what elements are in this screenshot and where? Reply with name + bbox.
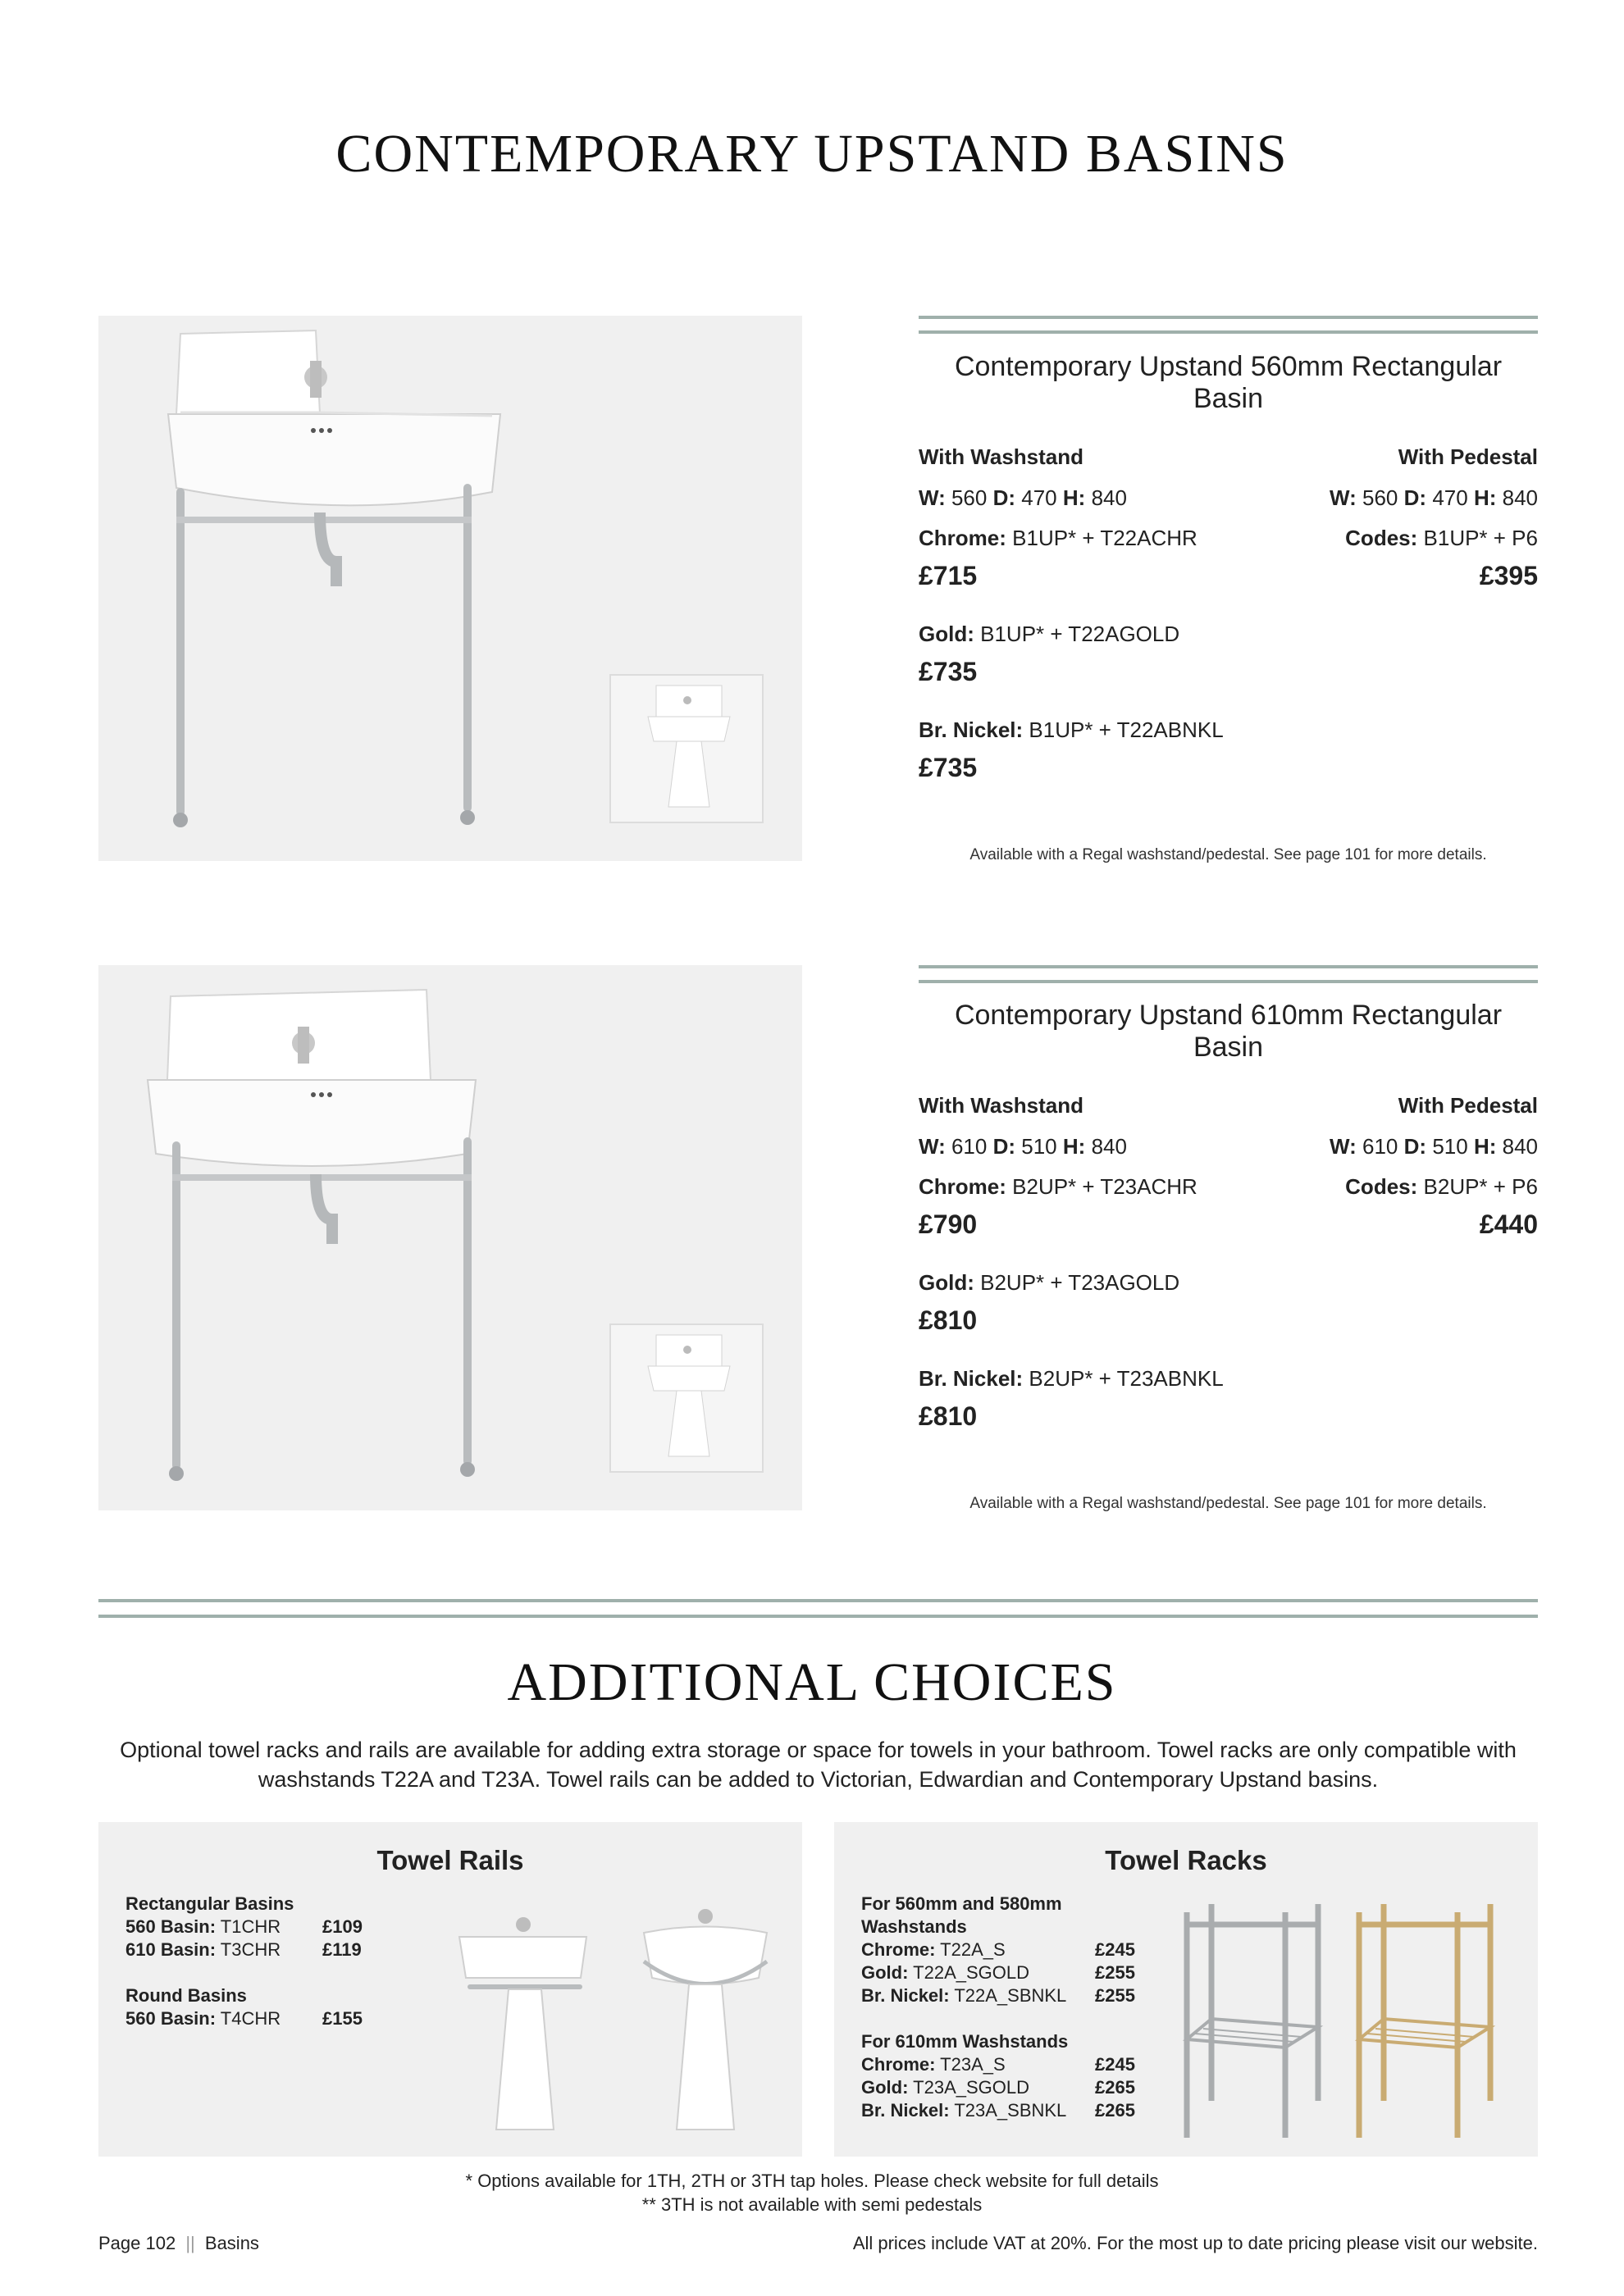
gold-option: [919, 1270, 1179, 1296]
chrome-option: [919, 526, 1197, 551]
product-code: B1UP* + T22AGOLD: [980, 622, 1180, 646]
list-item: [861, 2053, 1140, 2076]
pedestal-heading: With Pedestal: [1398, 444, 1538, 469]
towel-rails-box: [98, 1822, 802, 2157]
item-code: T3CHR: [220, 1939, 281, 1960]
washstand-dimensions: [919, 485, 1127, 511]
washstand-heading: With Washstand: [919, 1093, 1084, 1118]
product-code: B2UP* + P6: [1423, 1174, 1538, 1199]
product-rule-top: [919, 316, 1538, 319]
item-label: Gold:: [861, 1962, 909, 1983]
item-label: Br. Nickel:: [861, 2100, 950, 2121]
dim-label: D:: [1403, 485, 1427, 510]
pedestal-image: [611, 1325, 762, 1471]
dim-label: W:: [1330, 485, 1357, 510]
item-price: £245: [1095, 1939, 1135, 1960]
pedestal-heading: With Pedestal: [1398, 1093, 1538, 1118]
dim-label: H:: [1062, 485, 1086, 510]
page-title: CONTEMPORARY UPSTAND BASINS: [335, 124, 1289, 184]
item-label: Br. Nickel:: [861, 1985, 950, 2006]
towel-rails-heading: Towel Rails: [376, 1845, 524, 1875]
dim-value: 840: [1502, 485, 1538, 510]
towel-racks-list: [861, 1893, 1140, 2122]
product-code: B2UP* + T23AGOLD: [980, 1270, 1180, 1295]
gold-option: [919, 622, 1179, 647]
dim-label: H:: [1473, 1134, 1497, 1159]
towel-racks-box: [834, 1822, 1538, 2157]
section-rule-top: [98, 1599, 1538, 1602]
product-code: B1UP* + P6: [1423, 526, 1538, 550]
product-note: Available with a Regal washstand/pedestal. See page 101 for more details.: [969, 1495, 1487, 1512]
list-item: [861, 2099, 1140, 2122]
nickel-price: £735: [919, 753, 978, 782]
item-label: 560 Basin:: [125, 2008, 217, 2029]
gold-price: £810: [919, 1305, 978, 1335]
item-price: £265: [1095, 2100, 1135, 2121]
item-price: £245: [1095, 2054, 1135, 2075]
list-item: [861, 1938, 1140, 1961]
list-item: [861, 2076, 1140, 2099]
towel-rails-list: [125, 1893, 396, 2030]
group1-heading: For 560mm and 580mm: [861, 1893, 1062, 1914]
item-label: 610 Basin:: [125, 1939, 217, 1960]
finish-label: Gold:: [919, 622, 974, 646]
dim-value: 510: [1021, 1134, 1057, 1159]
intro-line: washstands T22A and T23A. Towel rails can be added to Victorian, Edwardian and Contemporary Upstand basins.: [258, 1767, 1379, 1792]
dim-label: W:: [1330, 1134, 1357, 1159]
pedestal-dimensions: [1230, 485, 1538, 511]
dim-label: H:: [1473, 485, 1497, 510]
pedestal-codes: [1230, 1174, 1538, 1200]
dim-value: 840: [1091, 485, 1127, 510]
item-code: T23A_S: [940, 2054, 1006, 2075]
pedestal-image: [611, 676, 762, 822]
pedestal-thumbnail: [609, 1323, 764, 1473]
product-image-panel: [98, 316, 802, 861]
finish-label: Br. Nickel:: [919, 718, 1024, 742]
item-label: 560 Basin:: [125, 1916, 217, 1937]
item-code: T23A_SBNKL: [954, 2100, 1067, 2121]
item-price: £155: [322, 2008, 363, 2029]
list-item: [861, 1961, 1140, 1984]
dim-value: 560: [951, 485, 988, 510]
product-rule-top: [919, 965, 1538, 968]
nickel-option: [919, 718, 1224, 743]
list-item: [861, 1984, 1140, 2007]
product-title: Contemporary Upstand 560mm Rectangular Basin: [954, 351, 1503, 414]
chrome-option: [919, 1174, 1197, 1200]
dim-value: 470: [1432, 485, 1468, 510]
dim-label: W:: [919, 485, 946, 510]
rect-basins-heading: Rectangular Basins: [125, 1893, 294, 1914]
pedestal-codes: [1230, 526, 1538, 551]
item-code: T4CHR: [220, 2008, 281, 2029]
intro-line: Optional towel racks and rails are available for adding extra storage or space for towels in your bathroom. Towel racks are only compatible with: [120, 1738, 1517, 1762]
item-price: £255: [1095, 1985, 1135, 2006]
footnote-tap-holes: * Options available for 1TH, 2TH or 3TH tap holes. Please check website for full details: [465, 2171, 1159, 2191]
item-price: £109: [322, 1916, 363, 1937]
footer-page-info: [98, 2233, 259, 2254]
additional-title: ADDITIONAL CHOICES: [507, 1652, 1117, 1712]
chrome-price: £715: [919, 561, 978, 590]
nickel-option: [919, 1366, 1224, 1392]
footnote-semi-pedestals: ** 3TH is not available with semi pedestals: [641, 2194, 983, 2215]
dim-value: 840: [1091, 1134, 1127, 1159]
item-code: T22A_SBNKL: [954, 1985, 1067, 2006]
dim-label: D:: [992, 485, 1016, 510]
pedestal-dimensions: [1230, 1134, 1538, 1159]
chrome-price: £790: [919, 1210, 978, 1239]
item-label: Gold:: [861, 2077, 909, 2098]
product-code: B1UP* + T22ABNKL: [1029, 718, 1224, 742]
dim-value: 610: [1362, 1134, 1398, 1159]
codes-label: Codes:: [1345, 1174, 1418, 1199]
product-rule-bottom: [919, 330, 1538, 334]
dim-value: 840: [1502, 1134, 1538, 1159]
section-name: Basins: [204, 2233, 259, 2253]
dim-label: H:: [1062, 1134, 1086, 1159]
towel-racks-image: [1162, 1904, 1523, 2150]
codes-label: Codes:: [1345, 526, 1418, 550]
item-price: £265: [1095, 2077, 1135, 2098]
additional-intro: [98, 1735, 1538, 1794]
item-price: £119: [322, 1939, 362, 1960]
finish-label: Chrome:: [919, 526, 1006, 550]
product-image-panel: [98, 965, 802, 1510]
washstand-heading: With Washstand: [919, 444, 1084, 469]
pedestal-price: £395: [1479, 561, 1538, 590]
item-code: T22A_S: [940, 1939, 1006, 1960]
product-code: B1UP* + T22ACHR: [1012, 526, 1197, 550]
dim-value: 560: [1362, 485, 1398, 510]
item-label: Chrome:: [861, 1939, 936, 1960]
section-rule-bottom: [98, 1615, 1538, 1618]
pedestal-price: £440: [1479, 1210, 1538, 1239]
product-rule-bottom: [919, 980, 1538, 983]
dim-value: 470: [1021, 485, 1057, 510]
list-item: [125, 2007, 396, 2030]
finish-label: Gold:: [919, 1270, 974, 1295]
towel-racks-heading: Towel Racks: [1105, 1845, 1267, 1875]
item-code: T22A_SGOLD: [913, 1962, 1029, 1983]
dim-value: 510: [1432, 1134, 1468, 1159]
towel-rail-basins-image: [443, 1888, 787, 2150]
finish-label: Chrome:: [919, 1174, 1006, 1199]
dim-label: D:: [992, 1134, 1016, 1159]
list-item: [125, 1916, 396, 1938]
pedestal-thumbnail: [609, 674, 764, 823]
product-title: Contemporary Upstand 610mm Rectangular Basin: [954, 1000, 1503, 1063]
dim-value: 610: [951, 1134, 988, 1159]
nickel-price: £810: [919, 1401, 978, 1431]
round-basins-heading: Round Basins: [125, 1985, 247, 2006]
group2-heading: For 610mm Washstands: [861, 2031, 1069, 2052]
product-code: B2UP* + T23ABNKL: [1029, 1366, 1224, 1391]
footer-separator: ||: [185, 2233, 195, 2253]
product-code: B2UP* + T23ACHR: [1012, 1174, 1197, 1199]
group1-heading-cont: Washstands: [861, 1916, 967, 1937]
list-item: [125, 1938, 396, 1961]
item-price: £255: [1095, 1962, 1135, 1983]
product-note: Available with a Regal washstand/pedestal. See page 101 for more details.: [969, 846, 1487, 863]
gold-price: £735: [919, 657, 978, 686]
item-code: T1CHR: [220, 1916, 281, 1937]
dim-label: W:: [919, 1134, 946, 1159]
item-code: T23A_SGOLD: [913, 2077, 1029, 2098]
page-number: Page 102: [98, 2233, 176, 2253]
dim-label: D:: [1403, 1134, 1427, 1159]
finish-label: Br. Nickel:: [919, 1366, 1024, 1391]
washstand-dimensions: [919, 1134, 1127, 1159]
item-label: Chrome:: [861, 2054, 936, 2075]
footer-vat-note: All prices include VAT at 20%. For the most up to date pricing please visit our website.: [852, 2233, 1538, 2253]
